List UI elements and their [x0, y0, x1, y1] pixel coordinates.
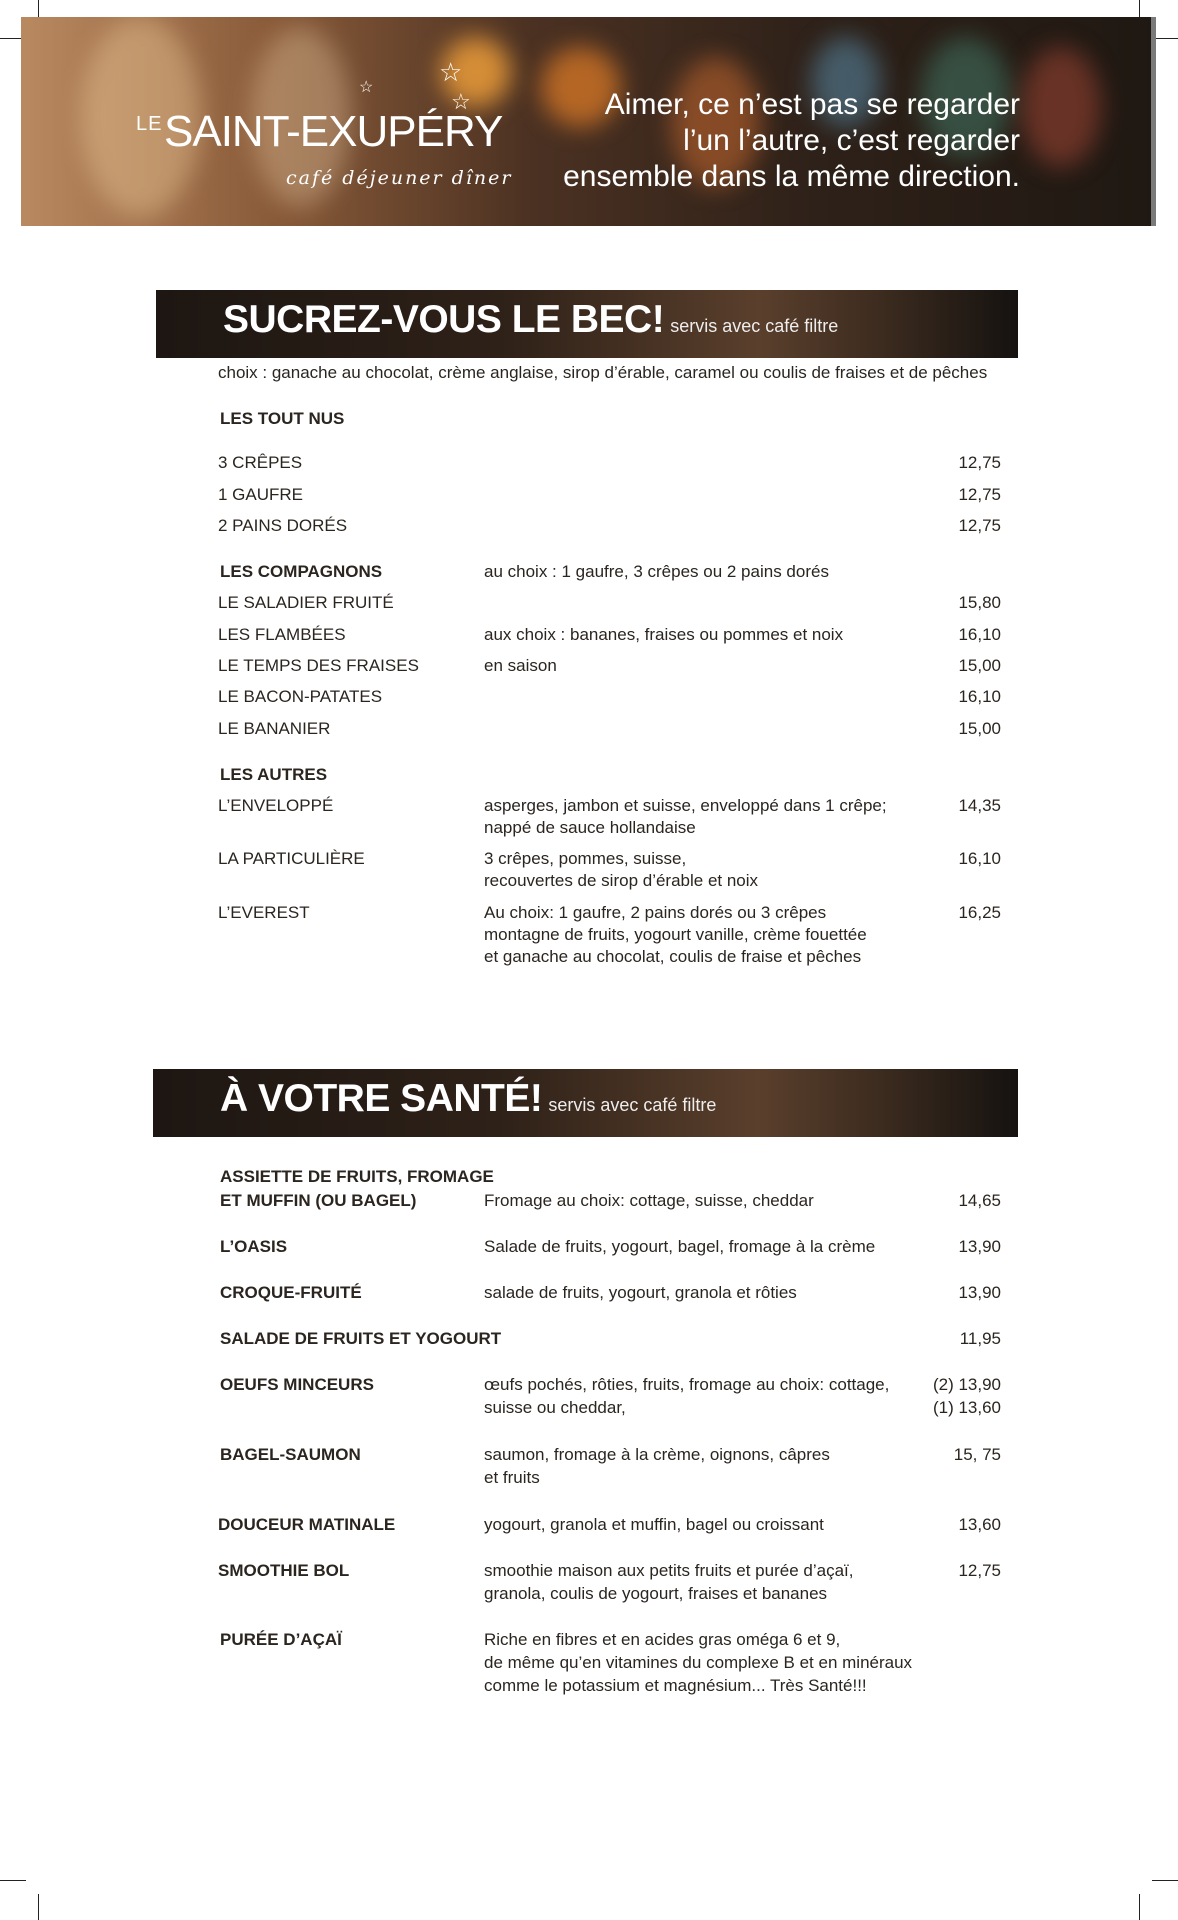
- menu-item-price: 15,00: [958, 656, 1001, 675]
- menu-item-price: 12,75: [958, 453, 1001, 472]
- menu-item-desc: smoothie maison aux petits fruits et purée d’açaï,: [484, 1561, 854, 1580]
- menu-item-price: 15, 75: [953, 1445, 1001, 1464]
- menu-item-desc: Salade de fruits, yogourt, bagel, fromage à la crème: [484, 1237, 876, 1256]
- menu-item-name: LE TEMPS DES FRAISES: [218, 656, 419, 675]
- menu-item-desc: Au choix: 1 gaufre, 2 pains dorés ou 3 crêpes: [484, 903, 827, 922]
- menu-item-price: 12,75: [958, 516, 1001, 535]
- menu-item-name: SMOOTHIE BOL: [218, 1561, 350, 1580]
- menu-item-price: 13,60: [958, 1515, 1001, 1534]
- menu-item-name: PURÉE D’AÇAÏ: [220, 1630, 342, 1649]
- menu-item-desc: et fruits: [484, 1468, 540, 1487]
- menu-item-name: DOUCEUR MATINALE: [218, 1515, 396, 1534]
- menu-item-name: 2 PAINS DORÉS: [218, 516, 348, 535]
- menu-item-desc: Fromage au choix: cottage, suisse, cheddar: [484, 1191, 814, 1210]
- category-heading: LES TOUT NUS: [220, 409, 345, 428]
- menu-item-name: L’EVEREST: [218, 903, 310, 922]
- menu-item-name: CROQUE-FRUITÉ: [220, 1283, 362, 1302]
- menu-item-name: L’ENVELOPPÉ: [218, 796, 334, 815]
- menu-item-desc: suisse ou cheddar,: [484, 1398, 626, 1417]
- section-subtitle: servis avec café filtre: [670, 316, 839, 336]
- menu-item-name: SALADE DE FRUITS ET YOGOURT: [220, 1329, 502, 1348]
- menu-item-desc: saumon, fromage à la crème, oignons, câpres: [484, 1445, 830, 1464]
- category-heading: LES AUTRES: [220, 765, 328, 784]
- menu-item-name: LES FLAMBÉES: [218, 625, 346, 644]
- menu-item-desc: salade de fruits, yogourt, granola et rôties: [484, 1283, 797, 1302]
- section-title-text: SUCREZ-VOUS LE BEC!: [223, 298, 665, 341]
- menu-item-name: 1 GAUFRE: [218, 485, 304, 504]
- brand-tagline: café déjeuner dîner: [286, 167, 513, 189]
- menu-item-price: 15,00: [958, 719, 1001, 738]
- menu-item-name: ASSIETTE DE FRUITS, FROMAGE: [220, 1167, 494, 1186]
- crop-mark: [38, 1894, 39, 1920]
- menu-item-price: 13,90: [958, 1237, 1001, 1256]
- star-icon: ☆: [451, 89, 471, 114]
- menu-item-price: 13,90: [958, 1283, 1001, 1302]
- bokeh-light: [1021, 47, 1101, 167]
- brand-prefix: LE: [136, 113, 163, 135]
- crop-mark: [1139, 1894, 1140, 1920]
- menu-item-price: 12,75: [958, 485, 1001, 504]
- menu-item-desc: aux choix : bananes, fraises ou pommes et noix: [484, 625, 844, 644]
- star-icon: ☆: [439, 57, 463, 87]
- menu-item-name: LE BANANIER: [218, 719, 331, 738]
- menu-item-desc: recouvertes de sirop d’érable et noix: [484, 871, 759, 890]
- star-icon: ☆: [359, 79, 374, 96]
- quote-line: l’un l’autre, c’est regarder: [683, 124, 1020, 157]
- hero-quote: [563, 87, 1020, 195]
- menu-item-desc: de même qu’en vitamines du complexe B et en minéraux: [484, 1653, 913, 1672]
- crop-mark: [0, 1880, 26, 1881]
- section-header-sucrez: [156, 290, 1018, 358]
- section-subtitle: servis avec café filtre: [548, 1095, 717, 1115]
- section-title-text: À VOTRE SANTÉ!: [220, 1077, 543, 1120]
- category-note: au choix : 1 gaufre, 3 crêpes ou 2 pains dorés: [484, 562, 829, 581]
- menu-item-price: 15,80: [958, 593, 1001, 612]
- section-intro: choix : ganache au chocolat, crème anglaise, sirop d’érable, caramel ou coulis de fraises et de pêches: [218, 363, 988, 382]
- menu-item-name: LE SALADIER FRUITÉ: [218, 593, 394, 612]
- brand-name: SAINT-EXUPÉRY: [164, 107, 503, 156]
- menu-item-desc: 3 crêpes, pommes, suisse,: [484, 849, 687, 868]
- menu-item-price: (1) 13,60: [932, 1398, 1001, 1417]
- menu-item-name: LE BACON-PATATES: [218, 687, 383, 706]
- section-header-sante: [153, 1069, 1018, 1137]
- menu-item-desc: nappé de sauce hollandaise: [484, 818, 696, 837]
- menu-item-desc: comme le potassium et magnésium... Très Santé!!!: [484, 1676, 867, 1695]
- menu-item-price: 16,25: [958, 903, 1001, 922]
- menu-item-desc: en saison: [484, 656, 557, 675]
- menu-item-name: ET MUFFIN (OU BAGEL): [220, 1191, 417, 1210]
- menu-item-price: 11,95: [959, 1329, 1001, 1348]
- menu-item-price: 14,35: [958, 796, 1001, 815]
- menu-item-name: LA PARTICULIÈRE: [218, 849, 365, 868]
- menu-item-desc: asperges, jambon et suisse, enveloppé dans 1 crêpe;: [484, 796, 887, 815]
- hero-banner: [21, 17, 1155, 226]
- menu-item-name: BAGEL-SAUMON: [220, 1445, 361, 1464]
- menu-item-desc: et ganache au chocolat, coulis de fraise et pêches: [484, 947, 862, 966]
- section-title: [220, 1077, 716, 1121]
- menu-item-price: 12,75: [958, 1561, 1001, 1580]
- menu-item-price: (2) 13,90: [932, 1375, 1001, 1394]
- menu-item-desc: Riche en fibres et en acides gras oméga 6 et 9,: [484, 1630, 841, 1649]
- menu-item-desc: granola, coulis de yogourt, fraises et bananes: [484, 1584, 828, 1603]
- menu-item-name: OEUFS MINCEURS: [220, 1375, 374, 1394]
- menu-item-desc: œufs pochés, rôties, fruits, fromage au choix: cottage,: [484, 1375, 890, 1394]
- category-heading: LES COMPAGNONS: [220, 562, 383, 581]
- menu-item-price: 14,65: [958, 1191, 1001, 1210]
- menu-item-price: 16,10: [958, 687, 1001, 706]
- section-title: [223, 298, 838, 342]
- quote-line: ensemble dans la même direction.: [563, 160, 1020, 193]
- menu-item-price: 16,10: [958, 625, 1001, 644]
- hero-shadow: [1151, 17, 1156, 226]
- quote-line: Aimer, ce n’est pas se regarder: [604, 88, 1020, 121]
- menu-item-desc: yogourt, granola et muffin, bagel ou croissant: [484, 1515, 824, 1534]
- menu-item-price: 16,10: [958, 849, 1001, 868]
- menu-item-desc: montagne de fruits, yogourt vanille, crème fouettée: [484, 925, 867, 944]
- menu-item-name: L’OASIS: [220, 1237, 288, 1256]
- menu-item-name: 3 CRÊPES: [218, 453, 303, 472]
- crop-mark: [1152, 1880, 1178, 1881]
